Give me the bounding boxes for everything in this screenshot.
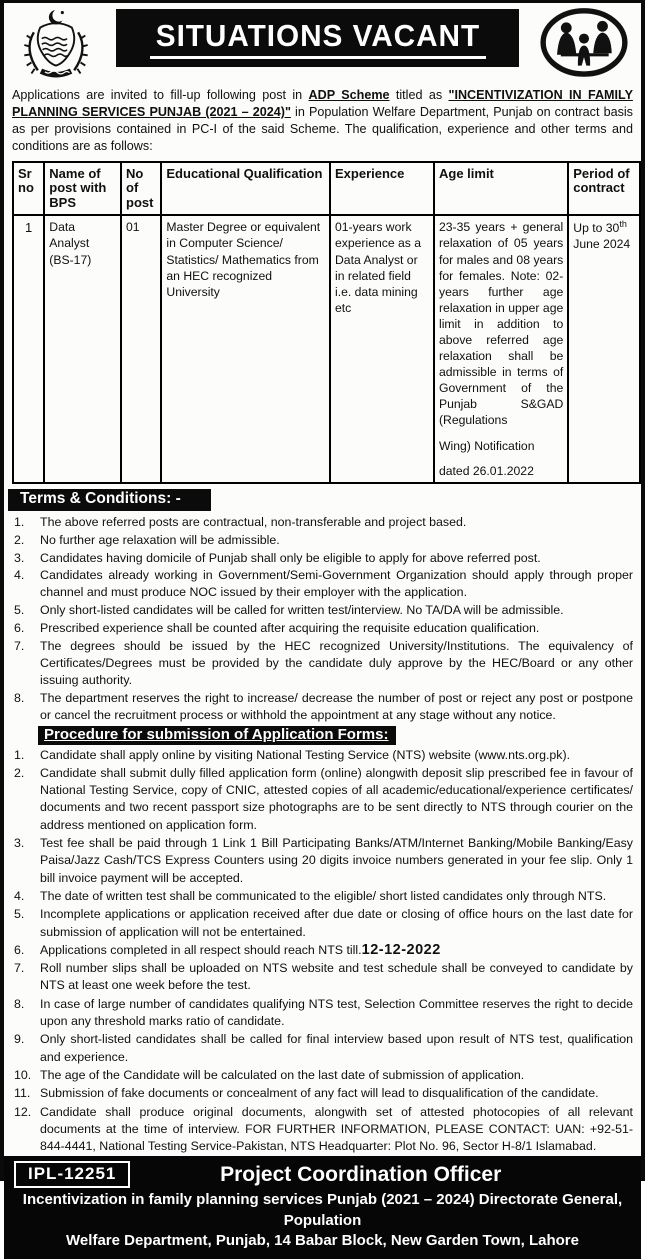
item-number: 9. [14, 1032, 25, 1047]
address-line-1: Incentivization in family planning services Punjab (2021 – 2024) Directorate General, Population [22, 1191, 623, 1229]
terms-item-1 [14, 514, 633, 531]
item-number: 1. [14, 747, 25, 762]
procedure-item-5 [14, 906, 633, 941]
header [4, 3, 641, 83]
procedure-item-11 [14, 1085, 633, 1102]
procedure-item-7 [14, 960, 633, 995]
procedure-heading: Procedure for submission of Application Forms: [38, 726, 396, 745]
signatory-title: Project Coordination Officer [220, 1162, 502, 1186]
item-text: Only short-listed candidates will be called for written test/interview. No TA/DA will be admissible. [40, 603, 564, 618]
item-number: 7. [14, 639, 25, 654]
terms-item-3 [14, 550, 633, 567]
procedure-item-9 [14, 1031, 633, 1066]
age-limit-paragraph-3: dated 26.01.2022 [438, 463, 534, 478]
cell-experience: 01-years work experience as a Data Analyst or in related field i.e. data mining etc [330, 215, 434, 482]
item-number: 7. [14, 961, 25, 976]
intro-scheme-title: "INCENTIVIZATION IN FAMILY PLANNING SERVICES PUNJAB (2021 – 2024)" [12, 88, 633, 120]
item-text: Candidate shall produce original documents, alongwith set of attested photocopies of all relevant documents at the time of interview. FOR FURTHER INFORMATION, PLEASE CONTACT: UAN: +92-51-844-4441, National Testing Service-Pakistan, NTS Headquarter: Plot No. 96, Sector H-8/1 Islamabad. [40, 1104, 633, 1154]
procedure-item-3 [14, 835, 633, 887]
punjab-government-emblem-icon [12, 7, 100, 83]
item-text: The degrees should be issued by the HEC recognized University/Institutions. The equivalency of Certificates/Degrees must be provided by the candidate duly approve by the HEC/Board or any other issuing authority. [40, 639, 633, 687]
terms-heading: Terms & Conditions: - [8, 489, 211, 511]
deadline-sentence: Applications completed in all respect should reach NTS till. [40, 942, 362, 957]
age-limit-paragraph-2: Wing) Notification [438, 438, 535, 453]
procedure-item-6 [14, 942, 633, 959]
item-text: Roll number slips shall be uploaded on NTS website and test schedule shall be conveyed to candidate by NTS at least one week before the test. [40, 961, 633, 993]
item-number: 3. [14, 550, 25, 565]
item-text [40, 942, 633, 959]
item-number: 2. [14, 765, 25, 780]
item-number: 4. [14, 568, 25, 583]
procedure-item-12 [14, 1104, 633, 1156]
period-text-2: June 2024 [573, 237, 631, 252]
terms-item-8 [14, 690, 633, 724]
col-header-no-of-post: No of post [121, 162, 161, 216]
vacancy-table [12, 161, 641, 484]
item-number: 5. [14, 907, 25, 922]
table-row [13, 215, 640, 482]
cell-age-limit [434, 215, 568, 482]
terms-item-6 [14, 620, 633, 637]
cell-no-of-post: 01 [121, 215, 161, 482]
item-text: The department reserves the right to increase/ decrease the number of post or reject any post or postpone or cancel the recruitment process or withhold the appointment at any stage without any notice. [40, 690, 633, 722]
address-line-2: Welfare Department, Punjab, 14 Babar Block, New Garden Town, Lahore [66, 1231, 579, 1249]
terms-list [4, 514, 641, 725]
item-text: Incomplete applications or application received after due date or closing of office hours on the last date for submission of application will not be entertained. [40, 907, 633, 939]
procedure-item-1 [14, 747, 633, 764]
item-number: 1. [14, 514, 25, 529]
item-text: Candidate shall submit dully filled application form (online) alongwith deposit slip prescribed fee in favour of National Testing Service, copy of CNIC, attested copies of all academic/educational/experience certificates/ documents and two recent passport size photographs are to be sent directly to NTS through courier on the address mentioned on application form. [40, 765, 633, 832]
intro-text-2: titled as [389, 88, 449, 102]
item-text: No further age relaxation will be admissible. [40, 532, 280, 547]
item-text: Test fee shall be paid through 1 Link 1 Bill Participating Banks/ATM/Internet Banking/Mobile Banking/Easy Paisa/Jazz Cash/TCS Express Counters using 20 digits invoice numbers generated in your fee slip. Only 1 bill invoice payment will be accepted. [40, 836, 633, 885]
item-text: Prescribed experience shall be counted after acquiring the requisite education qualification. [40, 621, 540, 636]
col-header-experience: Experience [330, 162, 434, 216]
item-number: 6. [14, 621, 25, 636]
item-number: 2. [14, 532, 25, 547]
col-header-sr-no: Sr no [13, 162, 44, 216]
item-number: 4. [14, 888, 25, 903]
col-header-post: Name of post with BPS [44, 162, 121, 216]
application-deadline-date: 12-12-2022 [361, 941, 441, 958]
procedure-item-10 [14, 1067, 633, 1084]
item-text: The age of the Candidate will be calculated on the last date of submission of application. [40, 1067, 525, 1082]
item-number: 5. [14, 603, 25, 618]
cell-sr-no: 1 [13, 215, 44, 482]
age-limit-paragraph-1: 23-35 years + general relaxation of 05 years for males and 08 years for females. Note: 02-years further age relaxation in upper age limit in addition to above referred age relaxation shall be admissible in terms of Government of the Punjab S&GAD (Regulations [438, 220, 564, 428]
col-header-period: Period of contract [568, 162, 640, 216]
footer-top-row [14, 1161, 631, 1188]
page-title: SITUATIONS VACANT [150, 18, 486, 59]
item-text: Only short-listed candidates shall be called for final interview based upon result of NTS test, qualification and experience. [40, 1032, 633, 1064]
procedure-list [4, 747, 641, 1157]
cell-post: Data Analyst (BS-17) [44, 215, 121, 482]
intro-paragraph [4, 83, 641, 158]
terms-item-5 [14, 602, 633, 619]
ipl-code-badge: IPL-12251 [14, 1161, 130, 1188]
intro-text-1: Applications are invited to fill-up following post in [12, 88, 309, 102]
period-text: Up to 30 [573, 221, 620, 236]
item-number: 11. [14, 1086, 31, 1101]
footer-address [14, 1190, 631, 1251]
col-header-qualification: Educational Qualification [161, 162, 330, 216]
item-text: In case of large number of candidates qualifying NTS test, Selection Committee reserves the right to decide upon any threshold marks ratio of candidate. [40, 996, 633, 1029]
col-header-age-limit: Age limit [434, 162, 568, 216]
table-header-row [13, 162, 640, 216]
cell-qualification: Master Degree or equivalent in Computer Science/ Statistics/ Mathematics from an HEC recognized University [161, 215, 330, 482]
item-text: Candidates already working in Government/Semi-Government Organization should apply through proper channel and must produce NOC issued by their employer with the application. [40, 568, 633, 600]
title-banner [116, 9, 519, 67]
item-text: Submission of fake documents or concealment of any fact will lead to disqualification of the candidate. [40, 1086, 599, 1101]
item-text: The date of written test shall be communicated to the eligible/ short listed candidates only through NTS. [40, 888, 607, 903]
item-number: 3. [14, 836, 25, 851]
population-welfare-family-emblem-icon [535, 7, 633, 81]
terms-item-4 [14, 567, 633, 601]
footer [4, 1156, 641, 1259]
item-number: 12. [14, 1104, 32, 1119]
intro-scheme-name: ADP Scheme [308, 88, 390, 102]
period-ordinal-suffix: th [619, 219, 627, 230]
item-text: Candidate shall apply online by visiting National Testing Service (NTS) website (www.nts.org.pk). [40, 747, 571, 762]
procedure-item-8 [14, 996, 633, 1031]
intro-text-3: in Population Welfare Department, Punjab on contract basis as per provisions contained in PC-I of the said Scheme. The qualification, experience and other terms and conditions are as follows: [12, 105, 633, 154]
item-number: 8. [14, 690, 25, 705]
item-number: 6. [14, 942, 25, 957]
item-text: Candidates having domicile of Punjab shall only be eligible to apply for above referred post. [40, 550, 541, 565]
item-number: 8. [14, 996, 25, 1011]
procedure-item-2 [14, 765, 633, 834]
item-number: 10. [14, 1067, 32, 1082]
procedure-item-4 [14, 888, 633, 905]
terms-item-2 [14, 532, 633, 549]
terms-item-7 [14, 638, 633, 689]
item-text: The above referred posts are contractual, non-transferable and project based. [40, 514, 467, 529]
cell-period [568, 215, 640, 482]
